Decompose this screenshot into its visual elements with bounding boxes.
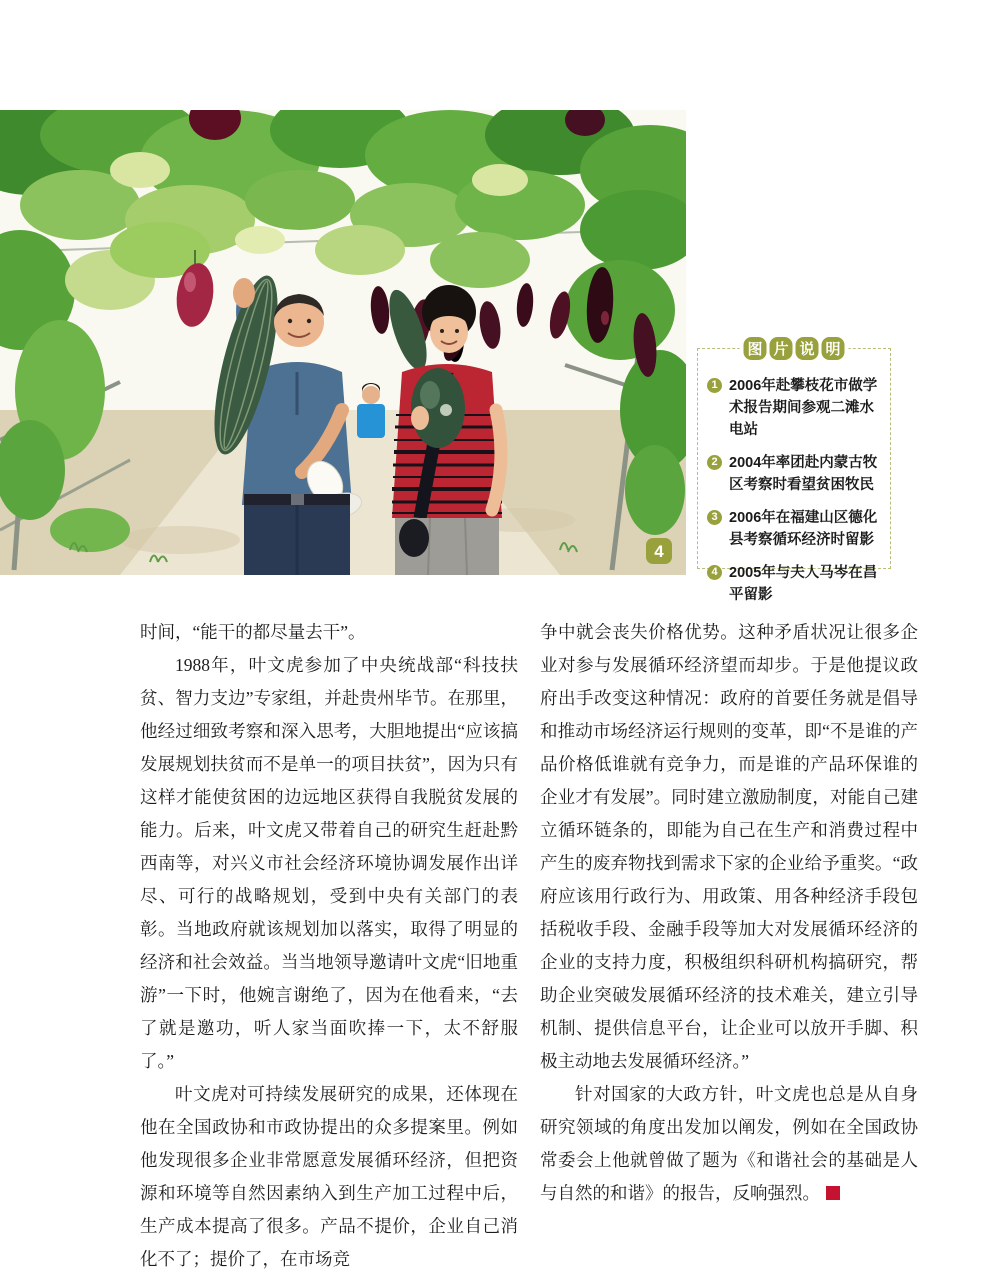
article-column-right	[540, 616, 918, 1276]
photo-illustration	[0, 110, 686, 575]
caption-number-badge: 3	[707, 510, 722, 525]
trellis-photo	[0, 110, 686, 575]
caption-box-title	[740, 337, 849, 360]
caption-item	[707, 375, 881, 441]
caption-number-badge: 1	[707, 378, 722, 393]
caption-list	[707, 375, 881, 606]
caption-title-char: 片	[770, 337, 793, 360]
paragraph: 1988年，叶文虎参加了中央统战部“科技扶贫、智力支边”专家组，并赴贵州毕节。在那里，他经过细致考察和深入思考，大胆地提出“应该搞发展规划扶贫而不是单一的项目扶贫”，因为只有这样才能使贫困的边远地区获得自我脱贫发展的能力。后来，叶文虎又带着自己的研究生赶赴黔西南等，对兴义市社会经济环境协调发展作出详尽、可行的战略规划，受到中央有关部门的表彰。当地政府就该规划加以落实，取得了明显的经济和社会效益。当当地领导邀请叶文虎“旧地重游”一下时，他婉言谢绝了，因为在他看来，“去了就是邀功，听人家当面吹捧一下，太不舒服了。”	[140, 655, 518, 1071]
caption-text: 2004年率团赴内蒙古牧区考察时看望贫困牧民	[729, 455, 878, 493]
caption-number-badge: 2	[707, 455, 722, 470]
caption-text: 2006年赴攀枝花市做学术报告期间参观二滩水电站	[729, 378, 878, 438]
caption-title-char: 说	[796, 337, 819, 360]
photo-caption-box	[697, 341, 891, 603]
caption-item	[707, 562, 881, 606]
article-column-left	[140, 616, 518, 1276]
photo-number-badge	[646, 538, 672, 564]
paragraph: 争中就会丧失价格优势。这种矛盾状况让很多企业对参与发展循环经济望而却步。于是他提议政府出手改变这种情况：政府的首要任务就是倡导和推动市场经济运行规则的变革，即“不是谁的产品价格低谁就有竞争力，而是谁的产品环保谁的企业才有发展”。同时建立激励制度，对能自己建立循环链条的，即能为自己在生产和消费过程中产生的废弃物找到需求下家的企业给予重奖。“政府应该用行政行为、用政策、用各种经济手段包括税收手段、金融手段等加大对发展循环经济的企业的支持力度，积极组织科研机构搞研究，帮助企业突破发展循环经济的技术难关，建立引导机制、提供信息平台，让企业可以放开手脚、积极主动地去发展循环经济。”	[540, 622, 918, 1071]
caption-number-badge: 4	[707, 565, 722, 580]
article-body	[140, 616, 918, 1276]
paragraph: 叶文虎对可持续发展研究的成果，还体现在他在全国政协和市政协提出的众多提案里。例如他发现很多企业非常愿意发展循环经济，但把资源和环境等自然因素纳入到生产加工过程中后，生产成本提高了很多。产品不提价，企业自己消化不了；提价了，在市场竞	[140, 1084, 518, 1269]
paragraph-text: 针对国家的大政方针，叶文虎也总是从自身研究领域的角度出发加以阐发，例如在全国政协常委会上他就曾做了题为《和谐社会的基础是人与自然的和谐》的报告，反响强烈。	[540, 1084, 918, 1203]
caption-item	[707, 452, 881, 496]
caption-title-char: 图	[744, 337, 767, 360]
caption-text: 2005年与夫人马岑在昌平留影	[729, 565, 878, 603]
paragraph	[540, 1078, 918, 1210]
end-of-article-marker	[826, 1186, 840, 1200]
caption-item	[707, 507, 881, 551]
caption-text: 2006年在福建山区德化县考察循环经济时留影	[729, 510, 878, 548]
caption-title-char: 明	[822, 337, 845, 360]
paragraph: 时间，“能干的都尽量去干”。	[140, 622, 366, 642]
svg-text:4: 4	[654, 542, 664, 561]
